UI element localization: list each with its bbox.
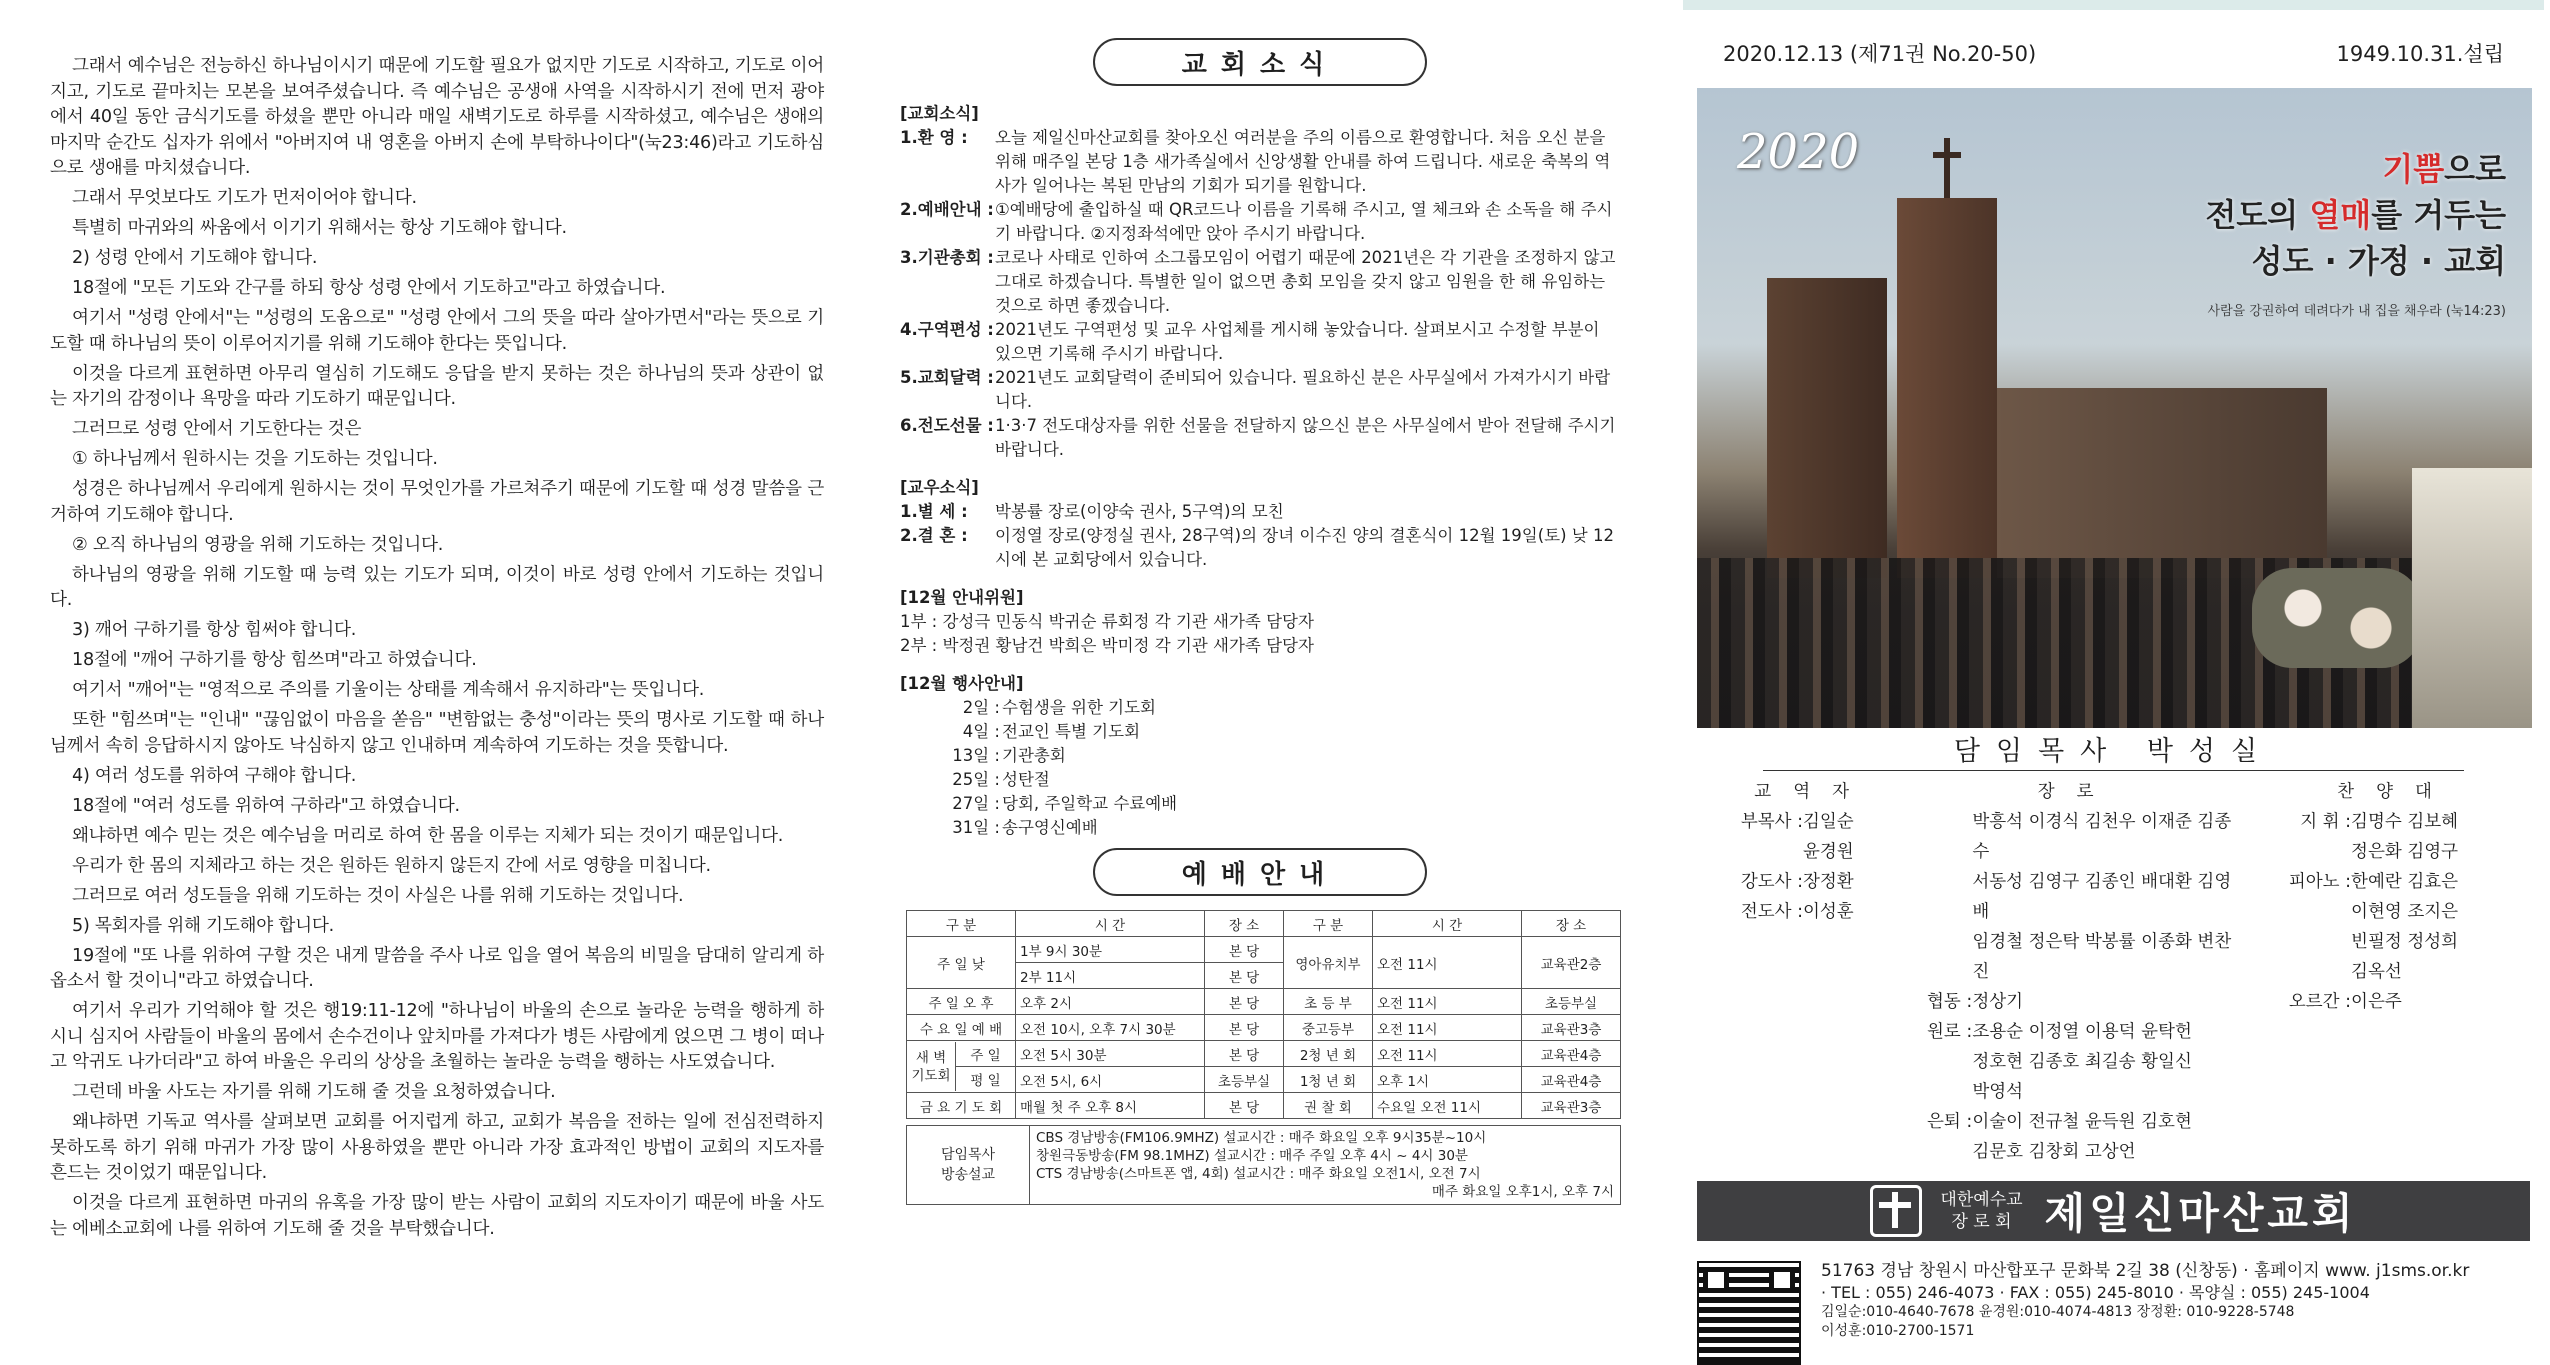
staff-row bbox=[2261, 957, 2530, 987]
issue-date: 2020.12.13 (제71권 No.20-50) bbox=[1723, 42, 2037, 66]
staff-names: 정상기 bbox=[1972, 992, 2024, 1012]
event-text: 송구영신예배 bbox=[1002, 818, 1098, 837]
broadcast-item: 창원극동방송(FM 98.1MHZ) 설교시간 : 매주 주일 오후 4시 ~ 4시 30분 bbox=[1036, 1148, 1468, 1164]
staff-names: 임경철 정은탁 박봉률 이종화 변찬진 bbox=[1972, 932, 2232, 982]
choir-list bbox=[2261, 807, 2530, 1017]
event-text: 전교인 특별 기도회 bbox=[1002, 722, 1141, 741]
table-cell: 오후 2시 bbox=[1016, 989, 1205, 1015]
sermon-paragraph: 하나님의 영광을 위해 기도할 때 능력 있는 기도가 되며, 이것이 바로 성령 안에서 기도하는 것입니다. bbox=[50, 564, 824, 610]
broadcast-item: CTS 경남방송(스마트폰 앱, 4회) 설교시간 : 매주 화요일 오전1시, 오전 7시 bbox=[1036, 1166, 1481, 1182]
staff-names: 박영석 bbox=[1972, 1082, 2024, 1102]
staff-names: 김명수 김보혜 bbox=[2351, 812, 2459, 832]
sermon-paragraph: 여기서 "깨어"는 "영적으로 주의를 기울이는 상태를 계속해서 유지하라"는 뜻입니다. bbox=[72, 680, 705, 700]
table-cell: 주 일 bbox=[956, 1042, 1015, 1067]
staff-names: 빈필정 정성희 bbox=[2351, 932, 2459, 952]
sermon-paragraph: 여기서 "성령 안에서"는 "성령의 도움으로" "성령 안에서 그의 뜻을 따라 살아가면서"라는 뜻으로 기도할 때 하나님의 뜻이 이루어지기를 위해 기도해야 한다는 뜻입니다. bbox=[50, 308, 824, 354]
slogan-text: 를 거두는 bbox=[2371, 196, 2506, 234]
cross-icon bbox=[1944, 138, 1950, 198]
staff-role bbox=[1912, 1137, 1972, 1167]
sermon-paragraph: 우리가 한 몸의 지체라고 하는 것은 원하든 원하지 않든지 간에 서로 영향을 미칩니다. bbox=[72, 855, 711, 876]
event-day: 25일 : bbox=[952, 770, 1000, 789]
table-cell: 오전 11시 bbox=[1373, 1015, 1522, 1041]
item-text: 박봉률 장로(이양숙 권사, 5구역)의 모친 bbox=[995, 502, 1284, 521]
contact-info bbox=[1801, 1261, 2469, 1365]
list-item bbox=[900, 500, 1620, 524]
item-label: 1.별 세 : bbox=[900, 502, 968, 521]
staff-names: 김일순 bbox=[1803, 812, 1854, 832]
staff-phones: 이성훈:010-2700-1571 bbox=[1821, 1323, 1975, 1339]
staff-role bbox=[1912, 867, 1972, 927]
sermon-text bbox=[50, 54, 824, 1242]
staff-role bbox=[1912, 807, 1972, 867]
table-header-cell: 시 간 bbox=[1373, 911, 1522, 937]
table-cell: 수요일 오전 11시 bbox=[1373, 1093, 1522, 1119]
staff-role: 부목사 : bbox=[1740, 812, 1803, 832]
list-item bbox=[900, 198, 1620, 246]
phone-numbers: · TEL : 055) 246-4073 · FAX : 055) 245-8010 · 목양실 : 055) 245-1004 bbox=[1821, 1283, 2370, 1302]
table-cell: 교육관3층 bbox=[1522, 1015, 1621, 1041]
year-label: 2020 bbox=[1737, 124, 1860, 180]
event-day: 27일 : bbox=[952, 794, 1000, 813]
greeter-line: 1부 : 강성극 민동식 박귀순 류회정 각 기관 새가족 담당자 bbox=[900, 612, 1314, 631]
event-text: 기관총회 bbox=[1002, 746, 1066, 765]
event-item bbox=[900, 744, 1620, 768]
member-news-list bbox=[900, 500, 1620, 572]
table-cell: 오전 10시, 오후 7시 30분 bbox=[1016, 1015, 1205, 1041]
event-day: 4일 : bbox=[962, 722, 1000, 741]
sermon-paragraph: 또한 "힘쓰며"는 "인내" "끊임없이 마음을 쏟음" "변함없는 충성"이라는 뜻의 명사로 기도할 때 하나님께서 속히 응답하시지 않아도 낙심하지 않고 인내하며 계속하여 기도하는 것을 뜻합니다. bbox=[50, 710, 824, 756]
sermon-paragraph: 4) 여러 성도를 위하여 구해야 합니다. bbox=[72, 765, 357, 786]
denomination-line: 장 로 회 bbox=[1951, 1212, 2012, 1232]
slogan bbox=[2205, 146, 2506, 284]
worship-heading: 예배안내 bbox=[1093, 848, 1427, 896]
church-name: 제일신마산교회 bbox=[2044, 1189, 2357, 1238]
sermon-paragraph: 성경은 하나님께서 우리에게 원하시는 것이 무엇인가를 가르쳐주기 때문에 기도할 때 성경 말씀을 근거하여 기도해야 합니다. bbox=[50, 479, 824, 525]
slogan-highlight: 기쁨 bbox=[2382, 150, 2445, 188]
qr-code-icon[interactable] bbox=[1697, 1261, 1801, 1365]
staff-row bbox=[1723, 897, 1902, 927]
list-item bbox=[900, 414, 1620, 462]
column-heading: 교역자 bbox=[1754, 782, 1872, 802]
founded-date: 1949.10.31.설립 bbox=[2336, 42, 2504, 66]
staff-row bbox=[1723, 807, 1902, 837]
staff-role: 원로 : bbox=[1927, 1022, 1973, 1042]
item-text: 이정열 장로(양정실 권사, 28구역)의 장녀 이수진 양의 결혼식이 12월 19일(토) 낮 12시에 본 교회당에서 있습니다. bbox=[995, 526, 1614, 569]
item-label: 1.환 영 : bbox=[900, 128, 968, 147]
church-tower bbox=[1897, 198, 1997, 578]
event-item bbox=[900, 720, 1620, 744]
cover-panel bbox=[1677, 0, 2550, 1339]
item-label: 3.기관총회 : bbox=[900, 248, 994, 267]
table-cell: 수 요 일 예 배 bbox=[907, 1015, 1016, 1041]
staff-row bbox=[1912, 807, 2241, 867]
table-cell: 교육관3층 bbox=[1522, 1093, 1621, 1119]
staff-role: 피아노 : bbox=[2288, 872, 2352, 892]
dateline bbox=[1683, 10, 2544, 68]
church-tower bbox=[1767, 278, 1887, 578]
staff-names: 서동성 김영구 김종인 배대환 김영배 bbox=[1972, 872, 2232, 922]
sermon-paragraph: 왜냐하면 예수 믿는 것은 예수님을 머리로 하여 한 몸을 이루는 지체가 되는 것이기 때문입니다. bbox=[72, 825, 784, 846]
table-row bbox=[907, 1093, 1621, 1119]
sermon-panel bbox=[0, 0, 840, 1305]
table-cell: 본 당 bbox=[1205, 1015, 1284, 1041]
greeter-line: 2부 : 박정권 황남건 박희은 박미정 각 기관 새가족 담당자 bbox=[900, 636, 1314, 655]
broadcast-list bbox=[1030, 1126, 1621, 1205]
table-cell: 초등부실 bbox=[1205, 1067, 1284, 1093]
sermon-paragraph: 여기서 우리가 기억해야 할 것은 행19:11-12에 "하나님이 바울의 손으로 놀라운 능력을 행하게 하시니 심지어 사람들이 바울의 몸에서 손수건이나 앞치마를 가져다가 병든 사람에게 얹으면 그 병이 떠나고 악귀도 나가더라"고 하여 바울은 우리의 상상을 초월하는 놀라운 능력을 행하는 사도였습니다. bbox=[50, 1001, 824, 1072]
list-item bbox=[900, 524, 1620, 572]
staff-role bbox=[1723, 837, 1803, 867]
sermon-paragraph: ② 오직 하나님의 영광을 위해 기도하는 것입니다. bbox=[72, 534, 444, 555]
church-logo-icon bbox=[1870, 1185, 1922, 1237]
table-cell: 교육관4층 bbox=[1522, 1041, 1621, 1067]
event-day: 13일 : bbox=[952, 746, 1000, 765]
staff-role bbox=[1912, 1047, 1972, 1077]
slogan-text: 으로 bbox=[2444, 150, 2506, 188]
sermon-paragraph: 3) 깨어 구하기를 항상 힘써야 합니다. bbox=[72, 620, 357, 640]
staff-role bbox=[1912, 1077, 1972, 1107]
item-text: 2021년도 교회달력이 준비되어 있습니다. 필요하신 분은 사무실에서 가져가시기 바랍니다. bbox=[995, 368, 1611, 411]
church-news-heading: 교회소식 bbox=[1093, 38, 1427, 86]
staff-row bbox=[2261, 837, 2530, 867]
staff-role: 전도사 : bbox=[1740, 902, 1803, 922]
clergy-list bbox=[1723, 807, 1902, 927]
item-label: 4.구역편성 : bbox=[900, 320, 994, 339]
staff-names: 윤경원 bbox=[1803, 842, 1854, 862]
staff-names: 정은화 김영구 bbox=[2351, 842, 2459, 862]
broadcast-table bbox=[906, 1125, 1621, 1205]
church-news-title: [교회소식] bbox=[900, 104, 979, 123]
event-text: 성탄절 bbox=[1002, 770, 1050, 789]
item-text: 1·3·7 전도대상자를 위한 선물을 전달하지 않으신 분은 사무실에서 받아 전달해 주시기 바랍니다. bbox=[995, 416, 1616, 459]
table-cell: 초 등 부 bbox=[1284, 989, 1373, 1015]
staff-row bbox=[2261, 897, 2530, 927]
staff-role bbox=[2261, 837, 2351, 867]
staff-row bbox=[2261, 987, 2530, 1017]
staff-names: 이성훈 bbox=[1803, 902, 1854, 922]
slogan-text: 전도의 bbox=[2205, 196, 2310, 234]
elders-column bbox=[1902, 777, 2241, 1167]
sermon-paragraph: 19절에 "또 나를 위하여 구할 것은 내게 말씀을 주사 나로 입을 열어 복음의 비밀을 담대히 알리게 하옵소서 할 것이니"라고 하였습니다. bbox=[50, 945, 824, 991]
slogan-highlight: 열매 bbox=[2309, 196, 2372, 234]
staff-names: 박흥석 이경식 김천우 이재준 김종수 bbox=[1972, 812, 2232, 862]
table-cell: 오전 5시, 6시 bbox=[1016, 1067, 1205, 1093]
item-label: 5.교회달력 : bbox=[900, 368, 994, 387]
table-header-cell: 시 간 bbox=[1016, 911, 1205, 937]
denomination-line: 대한예수교 bbox=[1940, 1190, 2023, 1210]
sermon-paragraph: 그런데 바울 사도는 자기를 위해 기도해 줄 것을 요청하였습니다. bbox=[72, 1082, 556, 1102]
table-cell: 본 당 bbox=[1205, 989, 1284, 1015]
sermon-paragraph: 18절에 "여러 성도를 위하여 구하라"고 하였습니다. bbox=[72, 795, 460, 816]
staff-names: 김옥선 bbox=[2351, 962, 2402, 982]
denomination bbox=[1940, 1189, 2022, 1233]
dawn-label: 새 벽 기도회 bbox=[911, 1049, 951, 1084]
pulpit bbox=[2412, 468, 2532, 728]
table-cell: 오후 1시 bbox=[1373, 1067, 1522, 1093]
sermon-paragraph: 18절에 "깨어 구하기를 항상 힘쓰며"라고 하였습니다. bbox=[72, 650, 477, 670]
sermon-paragraph: 18절에 "모든 기도와 간구를 하되 항상 성령 안에서 기도하고"라고 하였습니다. bbox=[72, 278, 666, 298]
church-news-list bbox=[900, 126, 1620, 462]
worship-table bbox=[906, 910, 1621, 1119]
staff-role bbox=[2261, 897, 2351, 927]
list-item bbox=[900, 366, 1620, 414]
staff-row bbox=[1912, 867, 2241, 927]
table-cell: 금 요 기 도 회 bbox=[907, 1093, 1016, 1119]
sermon-paragraph: 그러므로 여러 성도들을 위해 기도하는 것이 사실은 나를 위해 기도하는 것입니다. bbox=[72, 885, 684, 906]
table-header-cell: 장 소 bbox=[1522, 911, 1621, 937]
staff-names: 한예란 김효은 bbox=[2351, 872, 2459, 892]
list-item bbox=[900, 126, 1620, 198]
flowers bbox=[2252, 568, 2422, 668]
column-heading: 장로 bbox=[2037, 782, 2116, 802]
staff-names: 정호현 김종호 최길송 황일신 bbox=[1972, 1052, 2192, 1072]
table-cell: 영아유치부 bbox=[1284, 937, 1373, 989]
staff-names: 이현영 조지은 bbox=[2351, 902, 2459, 922]
broadcast-label: 담임목사 방송설교 bbox=[907, 1126, 1030, 1205]
greeters-list bbox=[900, 610, 1620, 658]
list-item bbox=[900, 318, 1620, 366]
staff-row bbox=[2261, 807, 2530, 837]
sermon-paragraph: 이것을 다르게 표현하면 마귀의 유혹을 가장 많이 받는 사람이 교회의 지도자이기 때문에 바울 사도는 에베소교회에 나를 위하여 기도해 줄 것을 부탁했습니다. bbox=[50, 1193, 824, 1239]
staff-role: 강도사 : bbox=[1740, 872, 1803, 892]
staff-row bbox=[2261, 867, 2530, 897]
item-text: 오늘 제일신마산교회를 찾아오신 여러분을 주의 이름으로 환영합니다. 처음 오신 분을 위해 매주일 본당 1층 새가족실에서 신앙생활 안내를 하여 드립니다. 새로운 축복의 역사가 일어나는 복된 만남의 기회가 되기를 원합니다. bbox=[995, 128, 1611, 195]
address: 51763 경남 창원시 마산합포구 문화북 2길 38 (신창동) · 홈페이지 www. j1sms.or.kr bbox=[1821, 1261, 2470, 1281]
staff-phones: 김일순:010-4640-7678 윤경원:010-4074-4813 장정환: 010-9228-5748 bbox=[1821, 1304, 2295, 1320]
member-news-title: [교우소식] bbox=[900, 478, 979, 497]
table-cell: 본 당 bbox=[1205, 963, 1284, 989]
table-row bbox=[907, 989, 1621, 1015]
staff-role: 지 휘 : bbox=[2300, 812, 2352, 832]
staff-row bbox=[1912, 1047, 2241, 1077]
table-cell: 오전 11시 bbox=[1373, 1041, 1522, 1067]
column-heading: 찬양대 bbox=[2337, 782, 2454, 802]
staff-names: 조용순 이정열 이용덕 윤탁헌 bbox=[1972, 1022, 2192, 1042]
church-photo bbox=[1697, 88, 2532, 728]
item-text: 코로나 사태로 인하여 소그룹모임이 어렵기 때문에 2021년은 각 기관을 조정하지 않고 그대로 하겠습니다. 특별한 일이 없으면 총회 모임을 갖지 않고 임원을 한 해 유임하는 것으로 하면 좋겠습니다. bbox=[995, 248, 1616, 315]
cross-icon bbox=[1933, 152, 1961, 158]
top-bar bbox=[1683, 0, 2544, 10]
table-cell: 주 일 낮 bbox=[907, 937, 1016, 989]
table-header-cell: 구 분 bbox=[907, 911, 1016, 937]
staff-row bbox=[1912, 1107, 2241, 1137]
table-cell: 2청 년 회 bbox=[1284, 1041, 1373, 1067]
event-text: 수험생을 위한 기도회 bbox=[1002, 698, 1156, 717]
table-cell: 오전 11시 bbox=[1373, 937, 1522, 989]
church-banner bbox=[1697, 1181, 2530, 1241]
table-cell: 1청 년 회 bbox=[1284, 1067, 1373, 1093]
staff-role bbox=[2261, 927, 2351, 957]
table-cell: 권 찰 회 bbox=[1284, 1093, 1373, 1119]
item-text: ①예배당에 출입하실 때 QR코드나 이름을 기록해 주시고, 열 체크와 손 소독을 해 주시기 바랍니다. ②지정좌석에만 앉아 주시기 바랍니다. bbox=[995, 200, 1613, 243]
events-list bbox=[900, 696, 1620, 840]
staff-role bbox=[2261, 957, 2351, 987]
sermon-paragraph: 5) 목회자를 위해 기도해야 합니다. bbox=[72, 915, 334, 936]
table-cell: 중고등부 bbox=[1284, 1015, 1373, 1041]
item-label: 2.결 혼 : bbox=[900, 526, 968, 545]
worship-table-header bbox=[907, 911, 1621, 937]
staff-names: 김문호 김창회 고상언 bbox=[1972, 1142, 2136, 1162]
event-text: 당회, 주일학교 수료예배 bbox=[1002, 794, 1178, 813]
events-title: [12월 행사안내] bbox=[900, 674, 1024, 693]
news-body bbox=[880, 102, 1640, 840]
table-cell: 초등부실 bbox=[1522, 989, 1621, 1015]
staff-row bbox=[1723, 867, 1902, 897]
table-header-cell: 장 소 bbox=[1205, 911, 1284, 937]
staff-row bbox=[1912, 1017, 2241, 1047]
sermon-paragraph: 그래서 예수님은 전능하신 하나님이시기 때문에 기도할 필요가 없지만 기도로 시작하고, 기도로 이어지고, 기도로 끝마치는 모본을 보여주셨습니다. 즉 예수님은 공생애 사역을 시작하시기 전에 먼저 광야에서 40일 동안 금식기도를 하셨을 뿐만 아니라 매일 새벽기도로 하루를 시작하셨고, 예수님은 생애의 마지막 순간도 십자가 위에서 "아버지여 내 영혼을 아버지 손에 부탁하나이다"(눅23:46)라고 기도하심으로 생애를 마치셨습니다. bbox=[50, 56, 824, 178]
broadcast-item: 매주 화요일 오후1시, 오후 7시 bbox=[1431, 1184, 1614, 1200]
elders-list bbox=[1912, 807, 2241, 1167]
news-panel bbox=[880, 0, 1640, 1305]
dawn-cell bbox=[907, 1041, 1016, 1093]
staff-names: 장정환 bbox=[1803, 872, 1854, 892]
staff-names: 이은주 bbox=[2351, 992, 2402, 1012]
table-cell: 오전 5시 30분 bbox=[1016, 1041, 1205, 1067]
table-row bbox=[907, 937, 1621, 963]
slogan-text: 성도 · 가정 · 교회 bbox=[2251, 242, 2506, 280]
clergy-column bbox=[1723, 777, 1902, 1167]
staff-row bbox=[2261, 927, 2530, 957]
table-row bbox=[907, 1015, 1621, 1041]
staff-row bbox=[1912, 1077, 2241, 1107]
sermon-paragraph: 그래서 무엇보다도 기도가 먼저이어야 합니다. bbox=[72, 188, 417, 208]
item-label: 2.예배안내 : bbox=[900, 200, 994, 219]
sermon-paragraph: 특별히 마귀와의 싸움에서 이기기 위해서는 항상 기도해야 합니다. bbox=[72, 218, 567, 238]
sermon-paragraph: 2) 성령 안에서 기도해야 합니다. bbox=[72, 248, 318, 268]
staff-names: 이술이 전규철 윤득원 김호현 bbox=[1972, 1112, 2192, 1132]
item-text: 2021년도 구역편성 및 교우 사업체를 게시해 놓았습니다. 살펴보시고 수정할 부분이 있으면 기록해 주시기 바랍니다. bbox=[995, 320, 1600, 363]
broadcast-item: CBS 경남방송(FM106.9MHZ) 설교시간 : 매주 화요일 오후 9시35분~10시 bbox=[1036, 1130, 1487, 1146]
sermon-paragraph: 왜냐하면 기독교 역사를 살펴보면 교회를 어지럽게 하고, 교회가 복음을 전하는 일에 전심전력하지 못하도록 하기 위해 마귀가 가장 많이 사용하였을 뿐만 아니라 가장 효과적인 방법이 교회의 지도자를 흔드는 것이었기 때문입니다. bbox=[50, 1112, 824, 1183]
table-row bbox=[907, 1041, 1621, 1067]
greeters-title: [12월 안내위원] bbox=[900, 588, 1024, 607]
sermon-paragraph: 그러므로 성령 안에서 기도한다는 것은 bbox=[72, 419, 362, 439]
table-cell: 본 당 bbox=[1205, 1041, 1284, 1067]
table-cell: 주 일 오 후 bbox=[907, 989, 1016, 1015]
event-item bbox=[900, 816, 1620, 840]
staff-role: 은퇴 : bbox=[1927, 1112, 1973, 1132]
event-item bbox=[900, 696, 1620, 720]
event-item bbox=[900, 768, 1620, 792]
table-cell: 2부 11시 bbox=[1016, 963, 1205, 989]
senior-pastor: 담임목사 박성실 bbox=[1763, 734, 2464, 771]
staff-role bbox=[1912, 927, 1972, 987]
staff-role: 오르간 : bbox=[2288, 992, 2352, 1012]
table-cell: 1부 9시 30분 bbox=[1016, 937, 1205, 963]
staff-row bbox=[1723, 837, 1902, 867]
table-cell: 오전 11시 bbox=[1373, 989, 1522, 1015]
list-item bbox=[900, 246, 1620, 318]
staff-row bbox=[1912, 987, 2241, 1017]
table-header-cell: 구 분 bbox=[1284, 911, 1373, 937]
staff-directory bbox=[1683, 771, 2544, 1167]
item-label: 6.전도선물 : bbox=[900, 416, 994, 435]
event-item bbox=[900, 792, 1620, 816]
table-cell: 교육관4층 bbox=[1522, 1067, 1621, 1093]
staff-row bbox=[1912, 927, 2241, 987]
choir-column bbox=[2241, 777, 2530, 1167]
table-cell: 본 당 bbox=[1205, 937, 1284, 963]
sermon-paragraph: 이것을 다르게 표현하면 아무리 열심히 기도해도 응답을 받지 못하는 것은 하나님의 뜻과 상관이 없는 자기의 감정이나 욕망을 따라 기도하기 때문입니다. bbox=[50, 363, 824, 409]
event-day: 31일 : bbox=[952, 818, 1000, 837]
table-cell: 본 당 bbox=[1205, 1093, 1284, 1119]
staff-row bbox=[1912, 1137, 2241, 1167]
sermon-paragraph: ① 하나님께서 원하시는 것을 기도하는 것입니다. bbox=[72, 449, 438, 469]
table-cell: 매월 첫 주 오후 8시 bbox=[1016, 1093, 1205, 1119]
table-cell: 교육관2층 bbox=[1522, 937, 1621, 989]
staff-role: 협동 : bbox=[1927, 992, 1973, 1012]
contact-footer bbox=[1697, 1261, 2530, 1365]
event-day: 2일 : bbox=[962, 698, 1000, 717]
table-cell: 평 일 bbox=[970, 1073, 1001, 1089]
church-building bbox=[1997, 388, 2327, 578]
verse: 사람을 강권하여 데려다가 내 집을 채우라 (눅14:23) bbox=[2207, 304, 2506, 319]
